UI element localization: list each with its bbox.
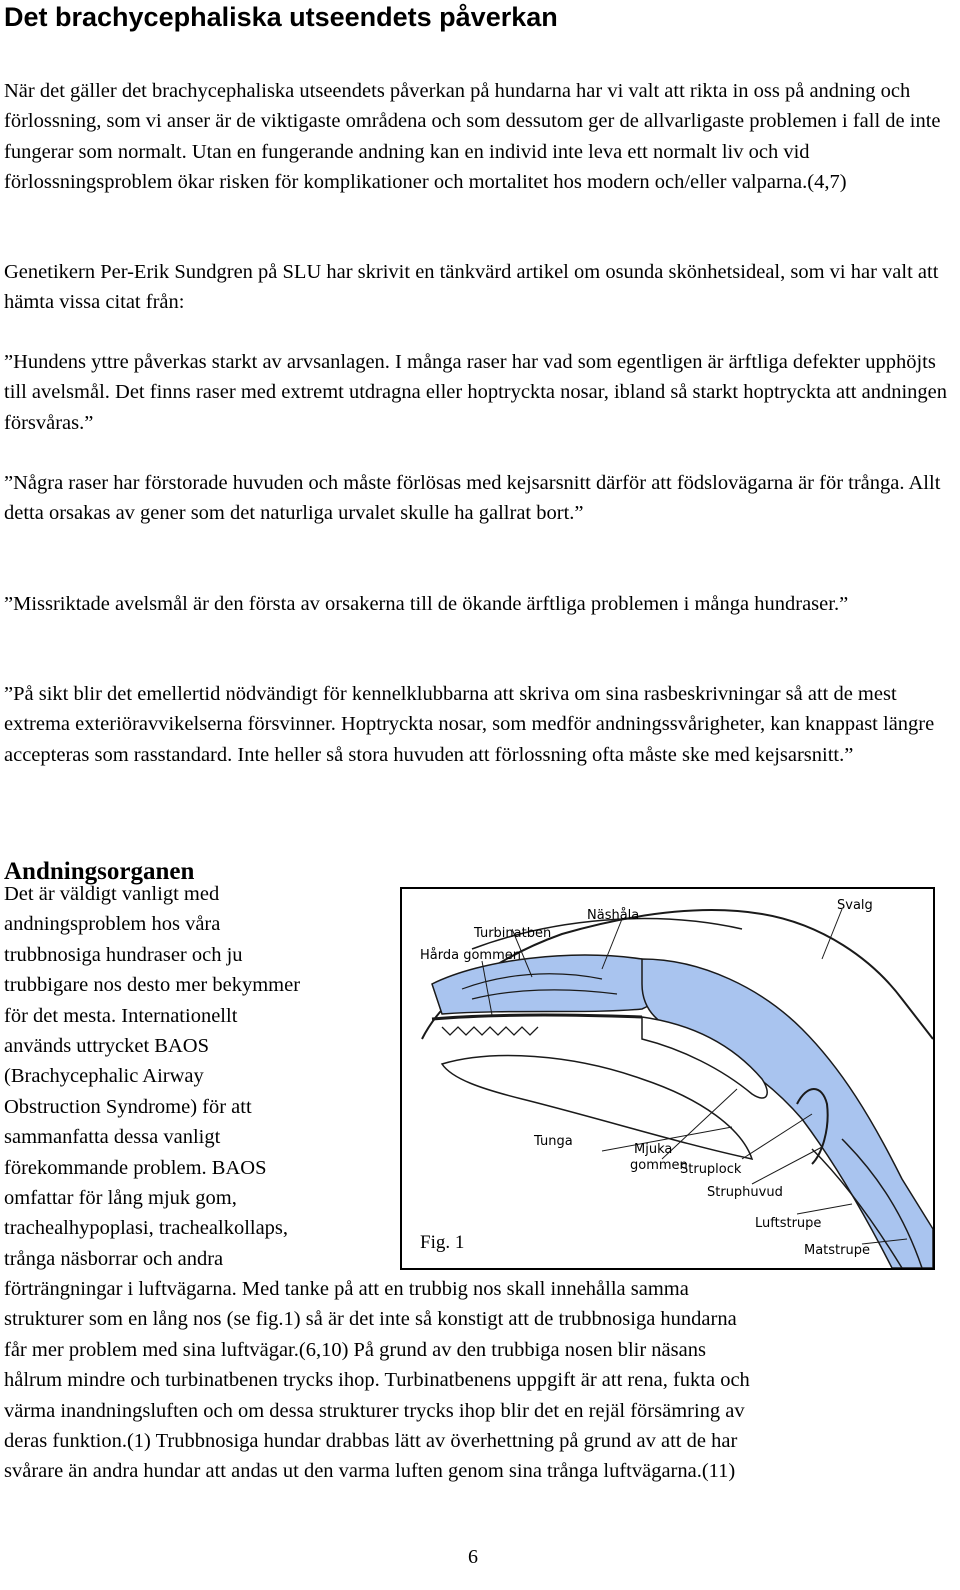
label-struplock: Struplock xyxy=(680,1162,742,1177)
quote-paragraph-2: ”Några raser har förstorade huvuden och måste förlösas med kejsarsnitt därför att födslovägarna är för trånga. Allt detta orsakas av gener som det naturliga urvalet skulle ha gallrat bort.” xyxy=(4,472,941,525)
text-line: trånga näsborrar och andra xyxy=(4,1247,224,1270)
airway-anatomy-figure xyxy=(400,887,935,1270)
text-line: förekommande problem. BAOS xyxy=(4,1156,267,1179)
figure-caption: Fig. 1 xyxy=(420,1232,465,1253)
label-gommen: gommen xyxy=(630,1158,688,1173)
text-line: trubbigare nos desto mer bekymmer xyxy=(4,974,301,997)
text-line: trachealhypoplasi, trachealkollaps, xyxy=(4,1217,289,1240)
label-matstrupe: Matstrupe xyxy=(804,1243,870,1258)
label-struphuvud: Struphuvud xyxy=(707,1185,783,1200)
text-line: omfattar för lång mjuk gom, xyxy=(4,1187,237,1210)
text-line: svårare än andra hundar att andas ut den varma luften genom sina trånga luftvägarna.(11) xyxy=(4,1460,736,1483)
teeth xyxy=(442,1027,538,1035)
wrapped-text-narrow xyxy=(4,879,300,1274)
label-turbinatben: Turbinatben xyxy=(474,926,552,941)
leader-line xyxy=(752,1147,822,1184)
label-luftstrupe: Luftstrupe xyxy=(755,1216,822,1231)
sundgren-paragraph: Genetikern Per-Erik Sundgren på SLU har skrivit en tänkvärd artikel om osunda skönhetsideal, som vi har valt att hämta vissa citat från: xyxy=(4,261,939,314)
label-svalg: Svalg xyxy=(837,898,873,913)
label-tunga: Tunga xyxy=(534,1134,573,1149)
text-line: får mer problem med sina luftvägar.(6,10) På grund av den trubbiga nosen blir näsans xyxy=(4,1338,706,1361)
text-line: trubbnosiga hundraser och ju xyxy=(4,943,243,966)
text-line: strukturer som en lång nos (se fig.1) så är det inte så konstigt att de trubbnosiga hundarna xyxy=(4,1308,737,1331)
text-line: Obstruction Syndrome) för att xyxy=(4,1095,252,1118)
wrapped-text-wide xyxy=(4,1274,750,1487)
hard-palate xyxy=(432,1015,642,1019)
quote-paragraph-4: ”På sikt blir det emellertid nödvändigt för kennelklubbarna att skriva om sina rasbeskrivningar så att de mest extrema exteriöravvikelserna försvinner. Hoptryckta nosar, som medför andningssvårigheter, kan knappast längre accepteras som rasstandard. Inte heller så stora huvuden att förlossning ofta måste ske med kejsarsnitt.” xyxy=(4,683,935,766)
leader-line xyxy=(797,1204,852,1214)
text-line: (Brachycephalic Airway xyxy=(4,1065,204,1088)
quote-paragraph-3: ”Missriktade avelsmål är den första av orsakerna till de ökande ärftliga problemen i många hundraser.” xyxy=(4,593,849,615)
text-line: sammanfatta dessa vanligt xyxy=(4,1126,221,1149)
text-line: Det är väldigt vanligt med xyxy=(4,883,220,905)
leader-line xyxy=(742,1114,812,1159)
quote-paragraph-1: ”Hundens yttre påverkas starkt av arvsanlagen. I många raser har vad som egentligen är ärftliga defekter upphöjts till avelsmål. Det finns raser med extremt utdragna eller hoptryckta nosar, ibland så starkt hoptryckta att andningen försvåras.” xyxy=(4,351,948,434)
text-line: andningsproblem hos våra xyxy=(4,913,221,936)
nasal-cavity xyxy=(432,955,659,1014)
text-line: för det mesta. Internationellt xyxy=(4,1004,238,1027)
text-line: förträngningar i luftvägarna. Med tanke på att en trubbig nos skall innehålla samma xyxy=(4,1278,689,1300)
text-line: hålrum mindre och turbinatbenen trycks ihop. Turbinatbenens uppgift är att rena, fukta och xyxy=(4,1369,750,1392)
airway-diagram xyxy=(402,889,933,1268)
text-line: deras funktion.(1) Trubbnosiga hundar drabbas lätt av överhettning på grund av att de har xyxy=(4,1430,738,1453)
label-harda-gommen: Hårda gommen xyxy=(420,948,521,963)
text-line: värma inandningsluften och om dessa strukturer trycks ihop blir det en rejäl försämring av xyxy=(4,1399,745,1422)
intro-paragraph: När det gäller det brachycephaliska utseendets påverkan på hundarna har vi valt att rikta in oss på andning och förlossning, som vi anser är de viktigaste områdena och som dessutom ger de allvarligaste problemen i fall de inte fungerar som normalt. Utan en fungerande andning kan en individ inte leva ett normalt liv och vid förlossningsproblem ökar risken för komplikationer och mortalitet hos modern och/eller valparna.(4,7) xyxy=(4,80,941,193)
section-heading: Andningsorganen xyxy=(4,858,195,885)
label-mjuka: Mjuka xyxy=(634,1142,673,1157)
text-line: används uttrycket BAOS xyxy=(4,1035,209,1058)
tongue-shape xyxy=(442,1056,752,1159)
page-heading: Det brachycephaliska utseendets påverkan xyxy=(4,2,558,32)
page-number: 6 xyxy=(468,1546,478,1568)
label-nashala: Näshåla xyxy=(587,908,640,923)
